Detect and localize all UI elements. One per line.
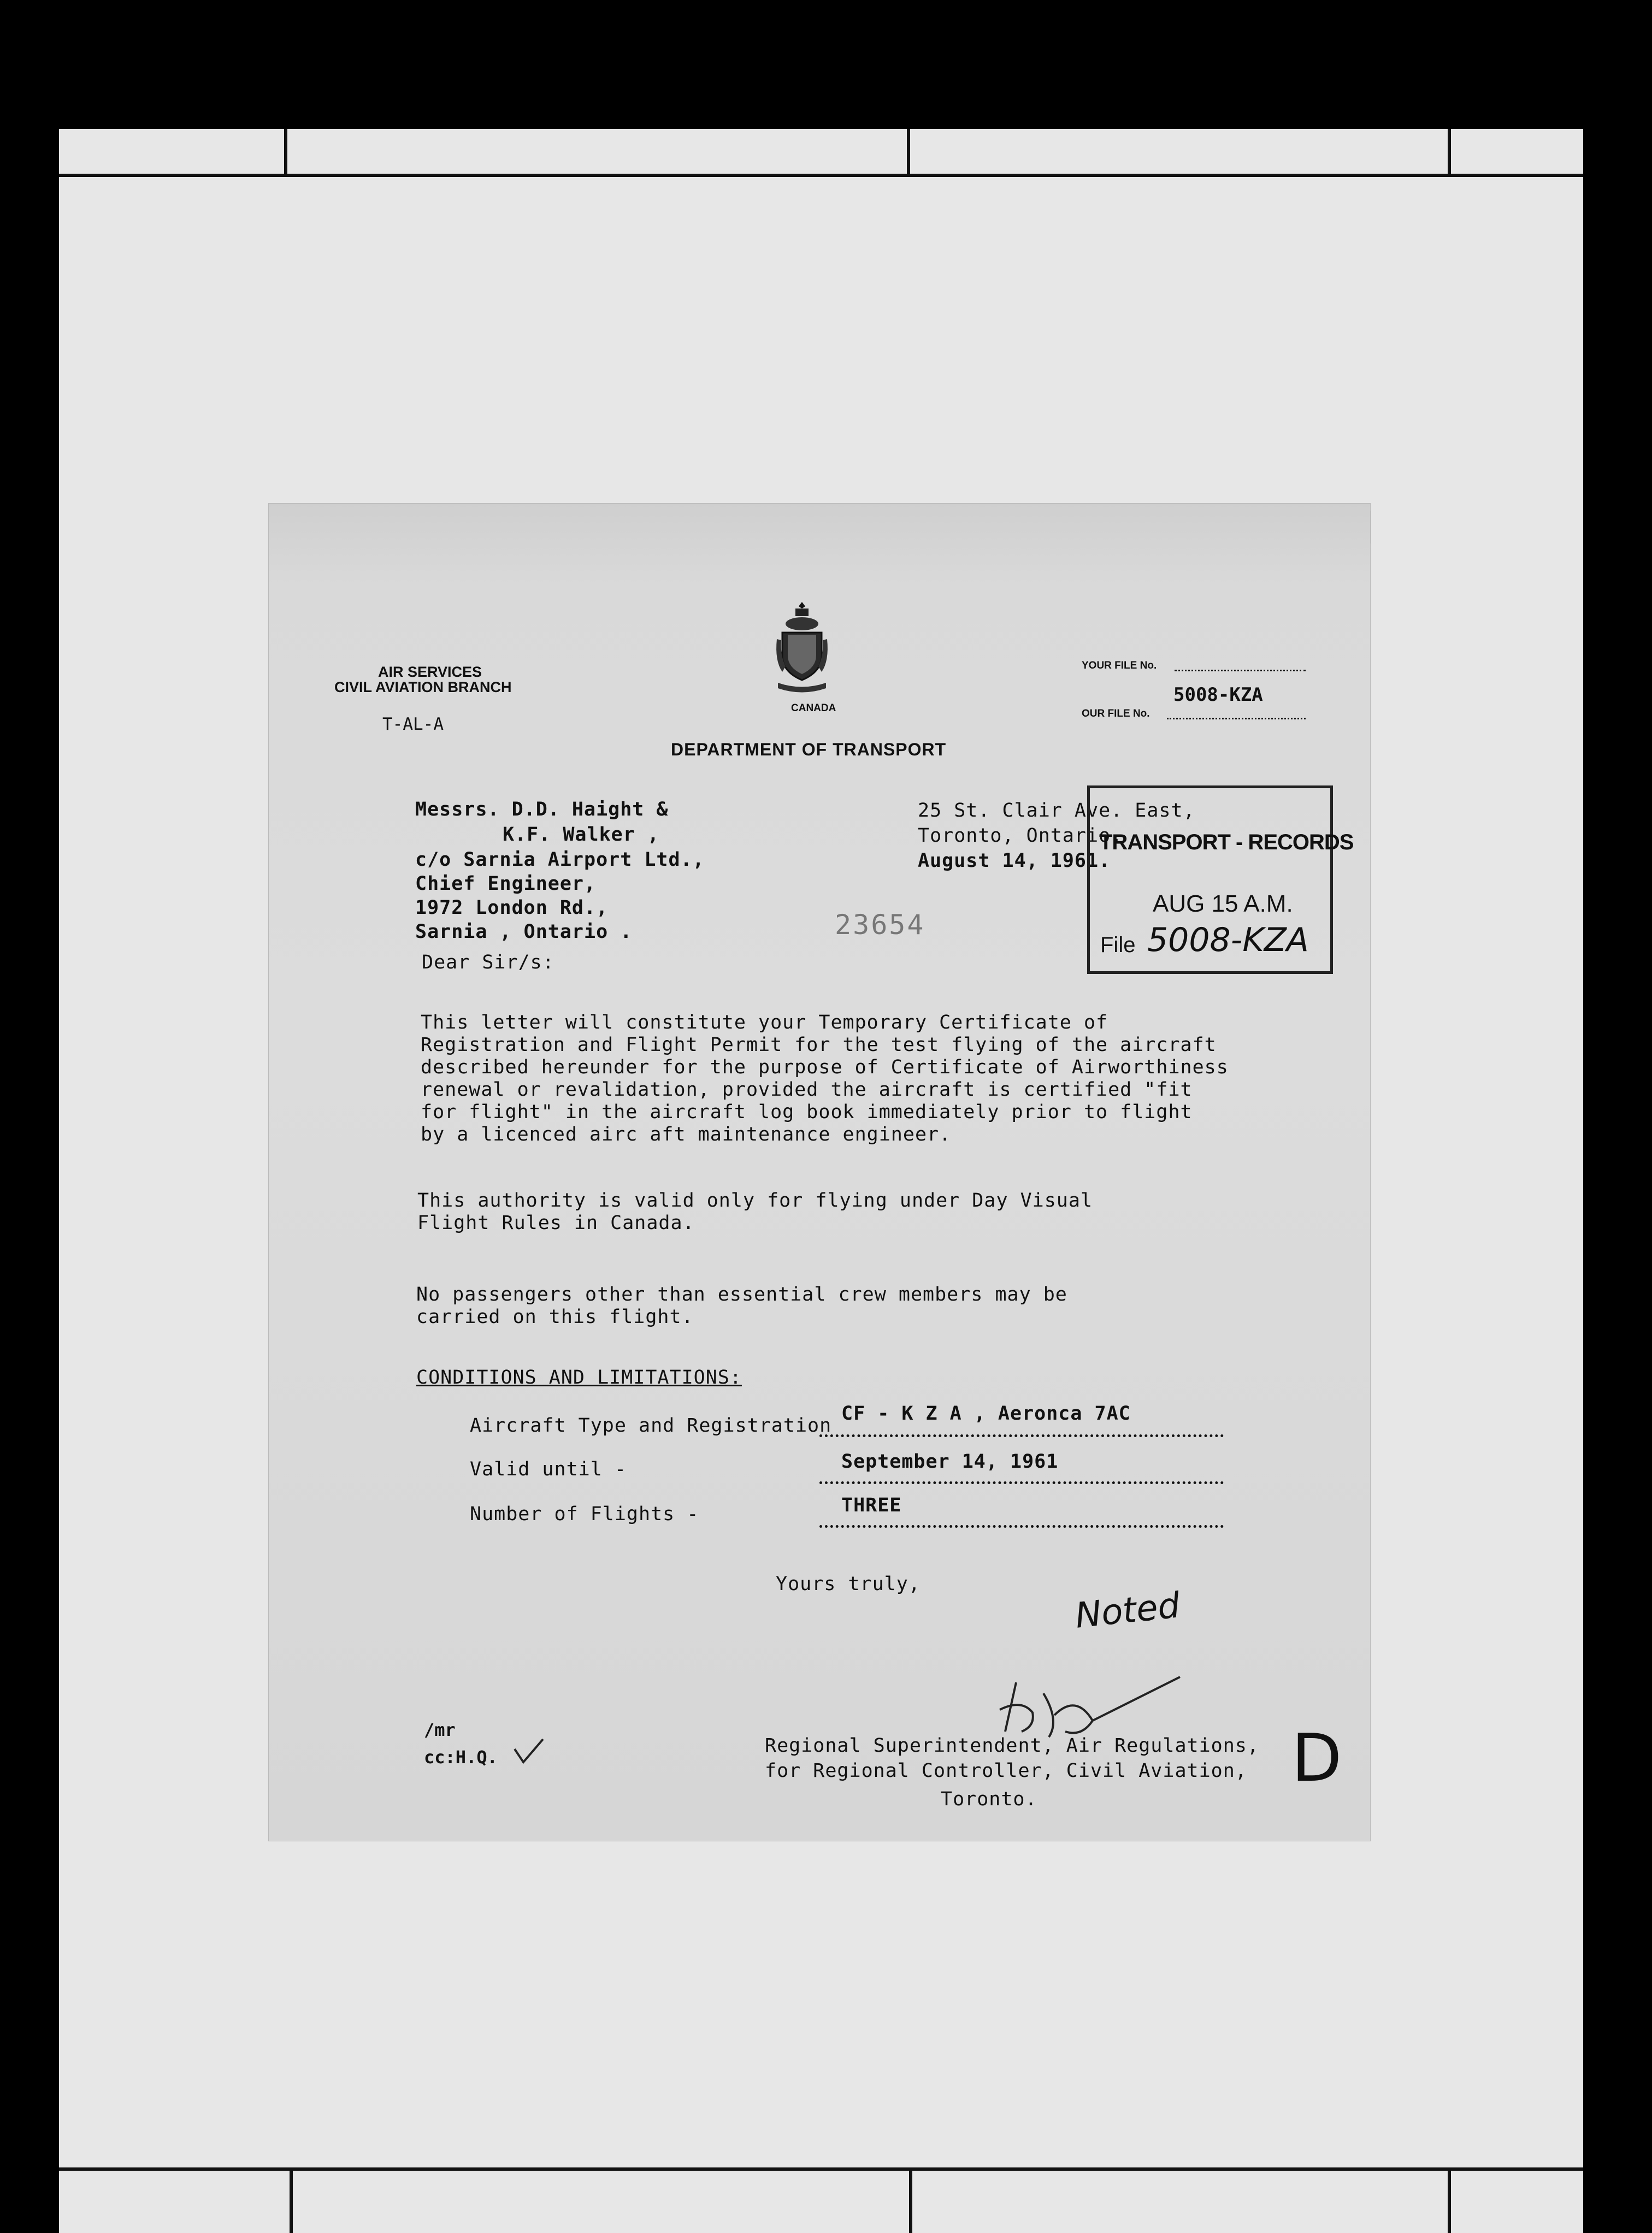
branch-line-2: CIVIL AVIATION BRANCH [334, 679, 512, 695]
our-file-value: 5008-KZA [1173, 684, 1263, 706]
handwritten-note: Noted [1073, 1585, 1182, 1637]
ref-code: T-AL-A [382, 714, 444, 734]
sender-city: Toronto, Ontario. [918, 825, 1123, 847]
frame-tick-top-1 [284, 129, 287, 177]
stamp-file-value: 5008-KZA [1147, 921, 1309, 959]
body-paragraph-1: This letter will constitute your Temporary Certificate of Registration and Flight Permit for the test flying of the aircraft described hereunder for the purpose of Certificate of Airworthiness renewal or revalidation, provided the aircraft is certified "fit for flight" in the aircraft log book immediately prior to flight by a licenced airc aft maintenance engineer. [421, 1012, 1229, 1145]
frame-line-bottom [59, 2167, 1583, 2171]
signature-line-2: for Regional Controller, Civil Aviation, [765, 1760, 1247, 1782]
salutation: Dear Sir/s: [422, 952, 554, 973]
condition-dots-flights [819, 1525, 1224, 1528]
your-file-label: YOUR FILE No. [1082, 660, 1157, 671]
canada-crest-icon [775, 601, 829, 696]
body-paragraph-2: This authority is valid only for flying under Day Visual Flight Rules in Canada. [417, 1190, 1093, 1234]
sender-street: 25 St. Clair Ave. East, [918, 800, 1195, 822]
stamp-title: TRANSPORT - RECORDS [1099, 830, 1354, 854]
addressee-line-1: Messrs. D.D. Haight & [415, 799, 669, 820]
your-file-line [1175, 670, 1306, 671]
conditions-heading: CONDITIONS AND LIMITATIONS: [416, 1367, 742, 1389]
our-file-label: OUR FILE No. [1082, 708, 1150, 719]
frame-tick-bottom-1 [290, 2167, 293, 2233]
condition-label-valid: Valid until - [470, 1458, 627, 1480]
addressee-line-5: 1972 London Rd., [415, 897, 609, 919]
frame-tick-bottom-3 [1448, 2167, 1451, 2233]
signature-line-3: Toronto. [941, 1788, 1037, 1810]
frame-tick-top-2 [907, 129, 910, 177]
crest-label: CANADA [791, 702, 836, 714]
margin-mark: D [1291, 1721, 1342, 1797]
department-title: DEPARTMENT OF TRANSPORT [671, 740, 947, 759]
frame-line-top [59, 174, 1583, 177]
condition-label-aircraft: Aircraft Type and Registration [470, 1415, 832, 1437]
body-paragraph-3: No passengers other than essential crew members may be carried on this flight. [416, 1284, 1067, 1328]
stamp-date: AUG 15 A.M. [1153, 890, 1293, 917]
addressee-line-6: Sarnia , Ontario . [415, 921, 633, 943]
condition-value-flights: THREE [841, 1494, 902, 1516]
condition-dots-aircraft [819, 1434, 1224, 1437]
condition-label-flights: Number of Flights - [470, 1503, 699, 1525]
addressee-line-4: Chief Engineer, [415, 873, 597, 895]
our-file-line [1167, 718, 1306, 719]
condition-value-aircraft: CF - K Z A , Aeronca 7AC [841, 1403, 1131, 1425]
signature-line-1: Regional Superintendent, Air Regulations, [765, 1735, 1259, 1757]
condition-value-valid: September 14, 1961 [841, 1451, 1059, 1473]
frame-tick-bottom-2 [909, 2167, 912, 2233]
frame-tick-top-3 [1448, 129, 1451, 177]
branch-line-1: AIR SERVICES [378, 664, 482, 680]
check-mark-icon [512, 1737, 545, 1764]
condition-dots-valid [819, 1481, 1224, 1484]
letter-date: August 14, 1961. [918, 850, 1111, 872]
closing: Yours truly, [776, 1573, 921, 1595]
initials-line-2: cc:H.Q. [424, 1747, 498, 1768]
stamp-file-label: File [1100, 933, 1136, 957]
addressee-line-2: K.F. Walker , [503, 824, 659, 846]
serial-number: 23654 [835, 909, 925, 941]
initials-line-1: /mr [424, 1720, 456, 1740]
addressee-line-3: c/o Sarnia Airport Ltd., [415, 849, 705, 871]
